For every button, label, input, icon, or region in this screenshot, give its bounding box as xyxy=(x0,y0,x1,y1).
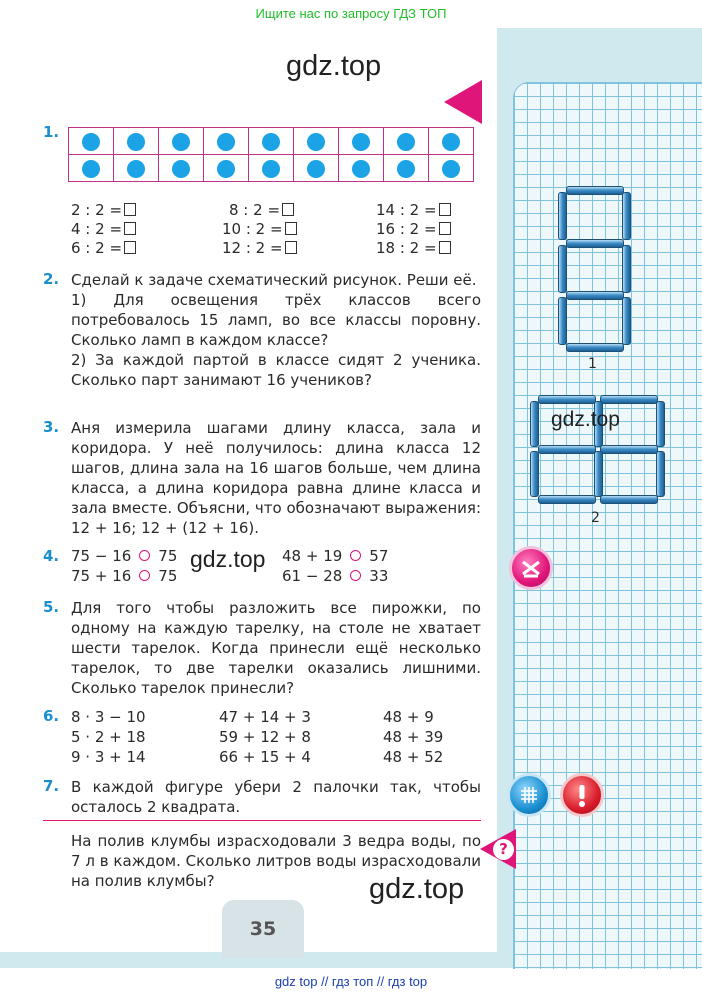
expression-column: 47 + 14 + 3 59 + 12 + 8 66 + 15 + 4 xyxy=(219,708,311,766)
stick xyxy=(600,495,658,504)
dot xyxy=(397,160,415,178)
dot xyxy=(217,133,235,151)
stick xyxy=(594,451,603,497)
dot xyxy=(217,160,235,178)
task-3-number: 3. xyxy=(43,418,60,436)
lattice-icon xyxy=(510,776,548,814)
dot xyxy=(127,133,145,151)
stick xyxy=(622,192,631,240)
task-6-number: 6. xyxy=(43,707,60,725)
top-banner: Ищите нас по запросу ГДЗ ТОП xyxy=(255,6,447,21)
stick xyxy=(538,495,596,504)
task-2-number: 2. xyxy=(43,270,60,288)
stick xyxy=(530,401,539,447)
stick xyxy=(538,445,596,454)
stick xyxy=(538,395,596,404)
equation: 2 : 2 = xyxy=(71,201,136,219)
equation: 4 : 2 = xyxy=(71,220,136,238)
bookmark-triangle-icon xyxy=(444,80,482,124)
dots-row xyxy=(69,128,474,155)
compare-row: 75 − 16 75 xyxy=(71,547,178,565)
stick xyxy=(622,297,631,345)
exclamation-icon xyxy=(563,776,601,814)
dot xyxy=(307,133,325,151)
dot xyxy=(352,133,370,151)
arrows-icon xyxy=(512,549,550,587)
watermark: gdz.top xyxy=(551,408,620,431)
dot xyxy=(352,160,370,178)
watermark: gdz.top xyxy=(369,873,465,905)
dot xyxy=(442,133,460,151)
task-7-number: 7. xyxy=(43,777,60,795)
page-number: 35 xyxy=(222,900,304,958)
divider xyxy=(43,820,481,821)
dot xyxy=(262,133,280,151)
equation: 10 : 2 = xyxy=(222,220,297,238)
dot xyxy=(172,160,190,178)
task-5-number: 5. xyxy=(43,598,60,616)
stick xyxy=(566,343,624,352)
stick xyxy=(622,245,631,293)
grid-panel xyxy=(513,82,702,969)
watermark: gdz.top xyxy=(286,50,382,82)
question-icon: ? xyxy=(493,839,514,860)
task-2-text: Сделай к задаче схематический рисунок. Реши её. 1) Для освещения трёх классов всего потребовалось 15 ламп, во все классы поровну. Сколько ламп в каждом классе? 2) За каждой партой в классе сидят 2 ученика. Сколько парт занимают 16 учеников? xyxy=(71,271,481,389)
equation: 12 : 2 = xyxy=(222,239,297,257)
dot xyxy=(172,133,190,151)
task-7-text: В каждой фигуре убери 2 палочки так, чтобы осталось 2 квадрата. xyxy=(71,778,481,816)
task-4-number: 4. xyxy=(43,547,60,565)
dot xyxy=(127,160,145,178)
dot xyxy=(262,160,280,178)
stick xyxy=(600,445,658,454)
stick xyxy=(600,395,658,404)
equation: 16 : 2 = xyxy=(376,220,451,238)
figure-label: 1 xyxy=(588,356,597,372)
stick xyxy=(558,245,567,293)
stick xyxy=(558,297,567,345)
equation: 8 : 2 = xyxy=(229,201,294,219)
stick xyxy=(566,186,624,195)
stick xyxy=(566,291,624,300)
expression-column: 48 + 9 48 + 39 48 + 52 xyxy=(383,708,444,766)
footer: gdz top // гдз топ // гдз top xyxy=(274,974,428,989)
dot xyxy=(307,160,325,178)
stick xyxy=(558,192,567,240)
compare-row: 48 + 19 57 xyxy=(282,547,389,565)
equation: 18 : 2 = xyxy=(376,239,451,257)
dot xyxy=(397,133,415,151)
task-5-text: Для того чтобы разложить все пирожки, по одному на каждую тарелку, на столе не хватает шести тарелок. Когда принесли ещё несколько тарелок, то две тарелки оказались лишними. Сколько тарелок принесли? xyxy=(71,599,481,697)
task-1-number: 1. xyxy=(43,123,60,141)
equation: 6 : 2 = xyxy=(71,239,136,257)
dot xyxy=(82,133,100,151)
task-3-text: Аня измерила шагами длину класса, зала и коридора. У неё получилось: длина класса 12 шагов, длина зала на 16 шагов больше, чем длина класса, а длина коридора равна длине класса и зала вместе. Объясни, что обозначают выражения: 12 + 16; 12 + (12 + 16). xyxy=(71,419,481,537)
stick xyxy=(530,451,539,497)
dots-table xyxy=(68,127,474,182)
grid-icon xyxy=(507,773,551,817)
watermark: gdz.top xyxy=(190,546,266,572)
stick xyxy=(656,451,665,497)
warning-icon xyxy=(560,773,604,817)
stick xyxy=(566,239,624,248)
expression-column: 8 · 3 − 10 5 · 2 + 18 9 · 3 + 14 xyxy=(71,708,146,766)
dot xyxy=(82,160,100,178)
stick xyxy=(656,401,665,447)
dot xyxy=(442,160,460,178)
compare-row: 61 − 28 33 xyxy=(282,567,389,585)
figure-label: 2 xyxy=(591,510,600,526)
extra-task-text: На полив клумбы израсходовали 3 ведра воды, по 7 л в каждом. Сколько литров воды израсходовали на полив клумбы? xyxy=(71,832,481,890)
equation: 14 : 2 = xyxy=(376,201,451,219)
split-icon xyxy=(509,546,553,590)
compare-row: 75 + 16 75 xyxy=(71,567,178,585)
dots-row xyxy=(69,155,474,182)
